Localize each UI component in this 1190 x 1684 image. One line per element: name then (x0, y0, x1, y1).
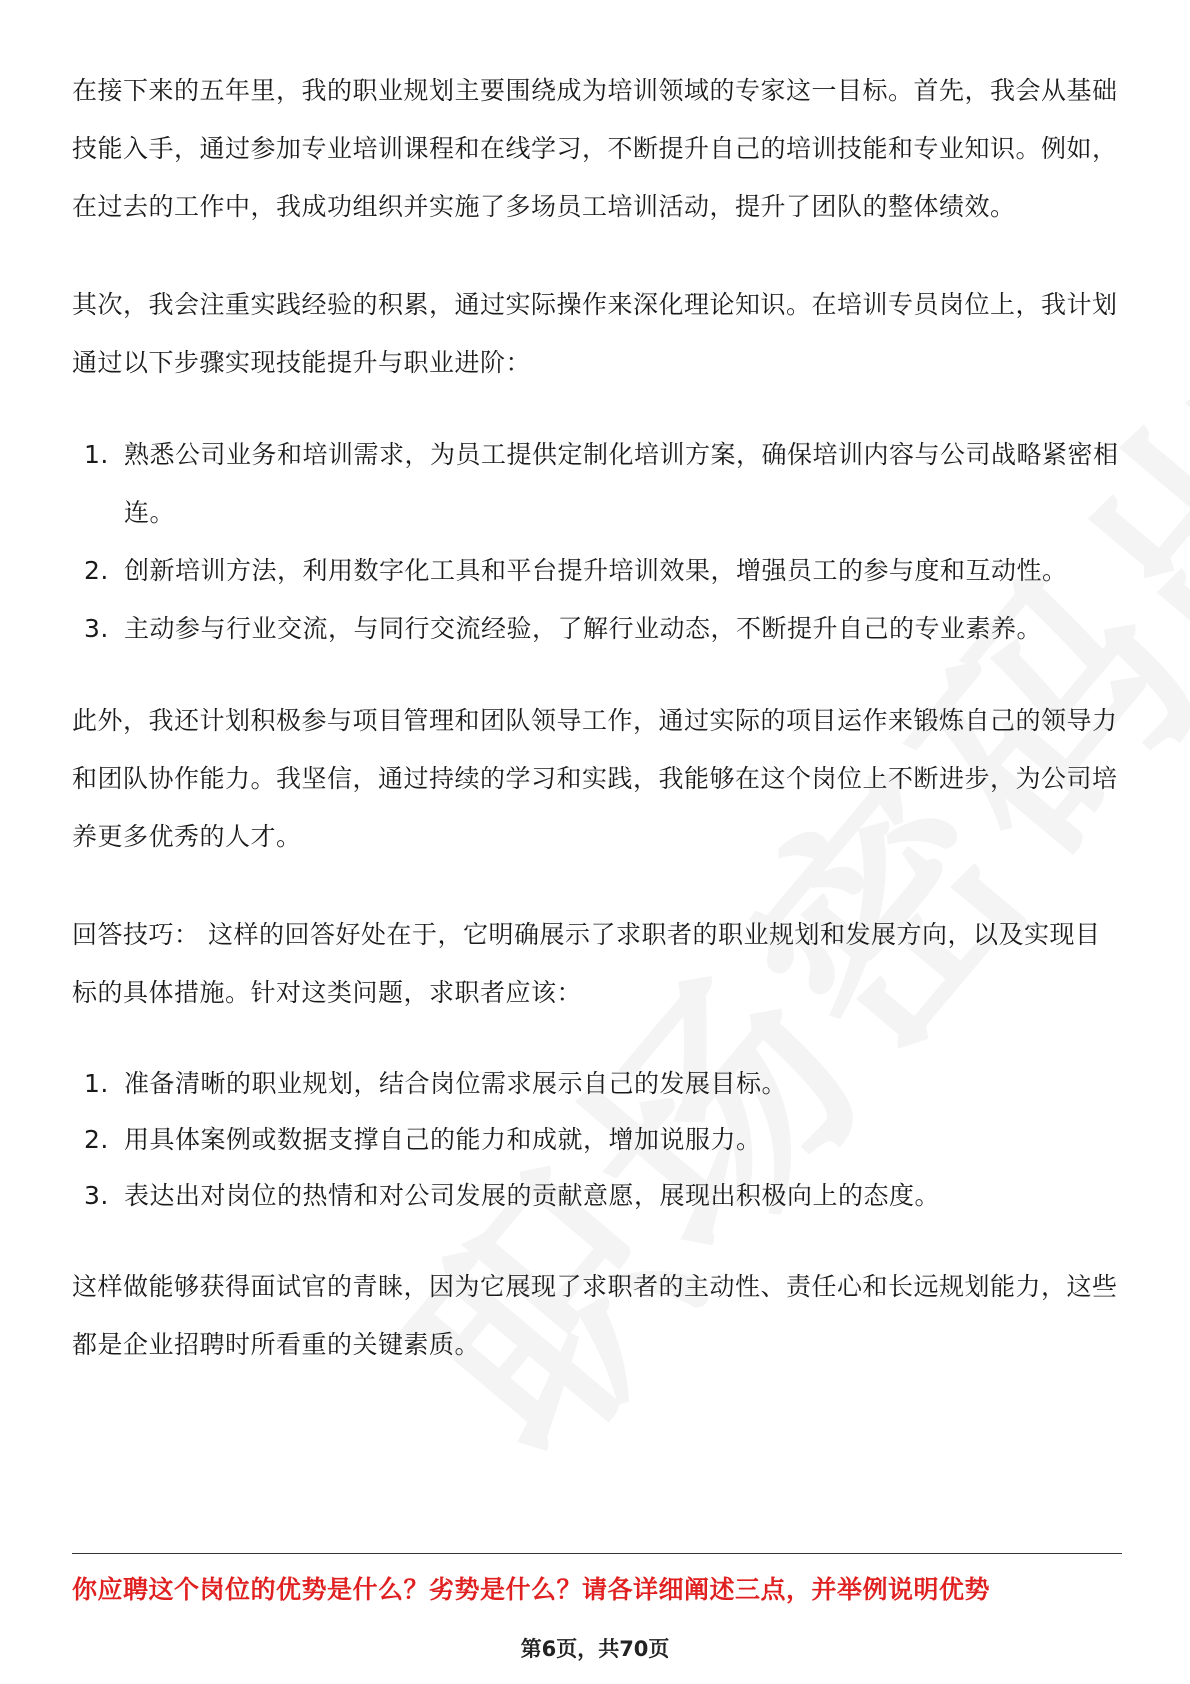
paragraph-conclusion: 这样做能够获得面试官的青睐，因为它展现了求职者的主动性、责任心和长远规划能力，这些都是企业招聘时所看重的关键素质。 (72, 1272, 1118, 1359)
section-divider (72, 1553, 1122, 1554)
list-item (72, 1056, 1122, 1112)
list-item-number: 1. (84, 1069, 109, 1098)
next-question-heading: 你应聘这个岗位的优势是什么？劣势是什么？请各详细阐述三点，并举例说明优势 (72, 1575, 991, 1604)
page-number: 第6页，共70页 (520, 1637, 670, 1661)
paragraph-five-year-plan: 在接下来的五年里，我的职业规划主要围绕成为培训领域的专家这一目标。首先，我会从基础技能入手，通过参加专业培训课程和在线学习，不断提升自己的培训技能和专业知识。例如，在过去的工作中，我成功组织并实施了多场员工培训活动，提升了团队的整体绩效。 (72, 76, 1118, 221)
tips-list (72, 1056, 1122, 1224)
list-item (72, 542, 1122, 600)
answer-content (72, 62, 1122, 1414)
list-item-text: 熟悉公司业务和培训需求，为员工提供定制化培训方案，确保培训内容与公司战略紧密相连。 (124, 440, 1119, 527)
list-item-text: 创新培训方法，利用数字化工具和平台提升培训效果，增强员工的参与度和互动性。 (124, 556, 1068, 585)
steps-list (72, 426, 1122, 658)
list-item (72, 600, 1122, 658)
list-item-text: 主动参与行业交流，与同行交流经验，了解行业动态，不断提升自己的专业素养。 (124, 614, 1043, 643)
paragraph-leadership: 此外，我还计划积极参与项目管理和团队领导工作，通过实际的项目运作来锻炼自己的领导力和团队协作能力。我坚信，通过持续的学习和实践，我能够在这个岗位上不断进步，为公司培养更多优秀的人才。 (72, 706, 1118, 851)
list-item-text: 用具体案例或数据支撑自己的能力和成就，增加说服力。 (124, 1125, 762, 1154)
list-item-number: 1. (84, 440, 109, 469)
list-item-text: 准备清晰的职业规划，结合岗位需求展示自己的发展目标。 (124, 1069, 788, 1098)
list-item (72, 426, 1122, 542)
list-item-number: 3. (84, 1181, 109, 1210)
list-item-number: 2. (84, 556, 109, 585)
list-item (72, 1112, 1122, 1168)
list-item-number: 2. (84, 1125, 109, 1154)
list-item (72, 1168, 1122, 1224)
list-item-number: 3. (84, 614, 109, 643)
list-item-text: 表达出对岗位的热情和对公司发展的贡献意愿，展现出积极向上的态度。 (124, 1181, 941, 1210)
paragraph-tips-intro: 回答技巧： 这样的回答好处在于，它明确展示了求职者的职业规划和发展方向，以及实现目标的具体措施。针对这类问题，求职者应该： (72, 920, 1101, 1007)
paragraph-practice: 其次，我会注重实践经验的积累，通过实际操作来深化理论知识。在培训专员岗位上，我计划通过以下步骤实现技能提升与职业进阶： (72, 290, 1118, 377)
